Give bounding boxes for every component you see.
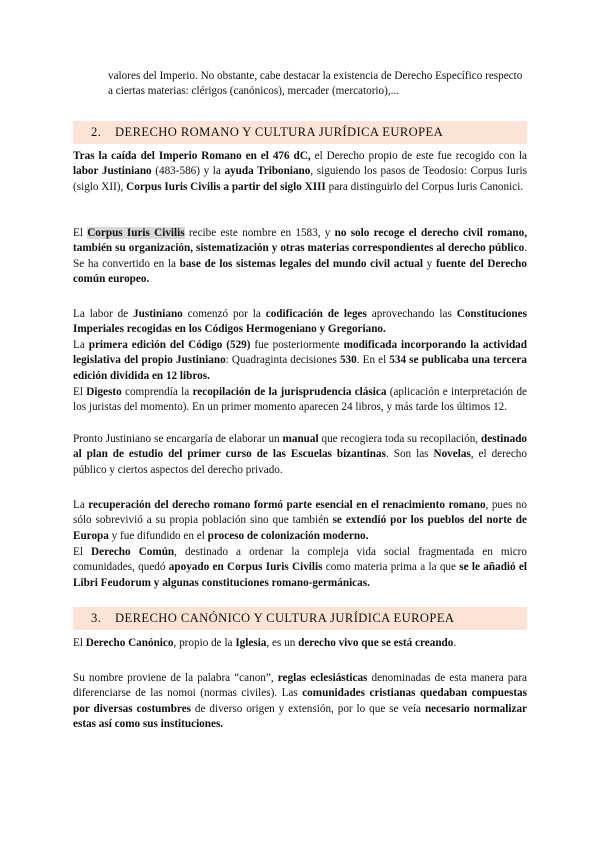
section-3-title: DERECHO CANÓNICO Y CULTURA JURÍDICA EUROPEA bbox=[115, 611, 455, 625]
section-2-paragraph-8: El Derecho Común, destinado a ordenar la compleja vida social fragmentada en micro comunidades, quedó apoyado en Corpus Iuris Civilis como materia prima a la que se le añadió el Libri Feudorum y algunas constituciones romano-germánicas. bbox=[73, 546, 528, 589]
section-3-paragraph-1: El Derecho Canónico, propio de la Iglesia, es un derecho vivo que se está creando. bbox=[73, 637, 457, 649]
section-2-paragraph-5: El Digesto comprendía la recopilación de la jurisprudencia clásica (aplicación e interpretación de los juristas del momento). En un primer momento aparecen 24 libros, y más tarde los últimos 12. bbox=[73, 386, 528, 414]
highlighted-term: Corpus Iuris Civilis bbox=[87, 227, 185, 239]
section-2-title: DERECHO ROMANO Y CULTURA JURÍDICA EUROPEA bbox=[115, 125, 444, 139]
section-2-number: 2. bbox=[91, 125, 102, 139]
section-2-paragraph-6: Pronto Justiniano se encargaría de elaborar un manual que recogiera toda su recopilación, destinado al plan de estudio del primer curso de las Escuelas bizantinas. Son las Novelas, el derecho público y ciertos aspectos del derecho privado. bbox=[73, 433, 528, 476]
section-3-paragraph-2: Su nombre proviene de la palabra “canon”, reglas eclesiásticas denominadas de esta manera para diferenciarse de las nomoi (normas civiles). Las comunidades cristianas quedaban compuestas por diversas costumbres de diverso origen y extensión, por lo que se veía necesario normalizar estas así como sus instituciones. bbox=[73, 672, 528, 731]
section-2-paragraph-7: La recuperación del derecho romano formó parte esencial en el renacimiento romano, pues no sólo sobrevivió a su propia población sino que también se extendió por los pueblos del norte de Europa y fue difundido en el proceso de colonización moderno. bbox=[73, 499, 527, 542]
intro-paragraph: valores del Imperio. No obstante, cabe destacar la existencia de Derecho Específico respecto a ciertas materias: clérigos (canónicos), mercader (mercatorio),... bbox=[108, 70, 523, 98]
section-3-heading bbox=[73, 607, 527, 630]
section-2-paragraph-3: La labor de Justiniano comenzó por la codificación de leges aprovechando las Constituciones Imperiales recogidas en los Códigos Hermogeniano y Gregoriano. bbox=[73, 308, 527, 336]
section-2-paragraph-2: El Corpus Iuris Civilis recibe este nombre en 1583, y no solo recoge el derecho civil romano, también su organización, sistematización y otras materias correspondientes al derecho público. Se ha convertido en la base de los sistemas legales del mundo civil actual y fuente del Derecho común europeo. bbox=[73, 227, 527, 286]
section-2-heading bbox=[73, 121, 527, 144]
section-2-paragraph-4: La primera edición del Código (529) fue posteriormente modificada incorporando la actividad legislativa del propio Justiniano: Quadraginta decisiones 530. En el 534 se publicaba una tercera edición dividida en 12 libros. bbox=[73, 339, 527, 382]
section-2-paragraph-1: Tras la caída del Imperio Romano en el 476 dC, el Derecho propio de este fue recogido con la labor Justiniano (483-586) y la ayuda Triboniano, siguiendo los pasos de Teodosio: Corpus Iuris (siglo XII), Corpus Iuris Civilis a partir del siglo XIII para distinguirlo del Corpus Iuris Canonici. bbox=[73, 150, 527, 193]
section-3-number: 3. bbox=[91, 611, 102, 625]
